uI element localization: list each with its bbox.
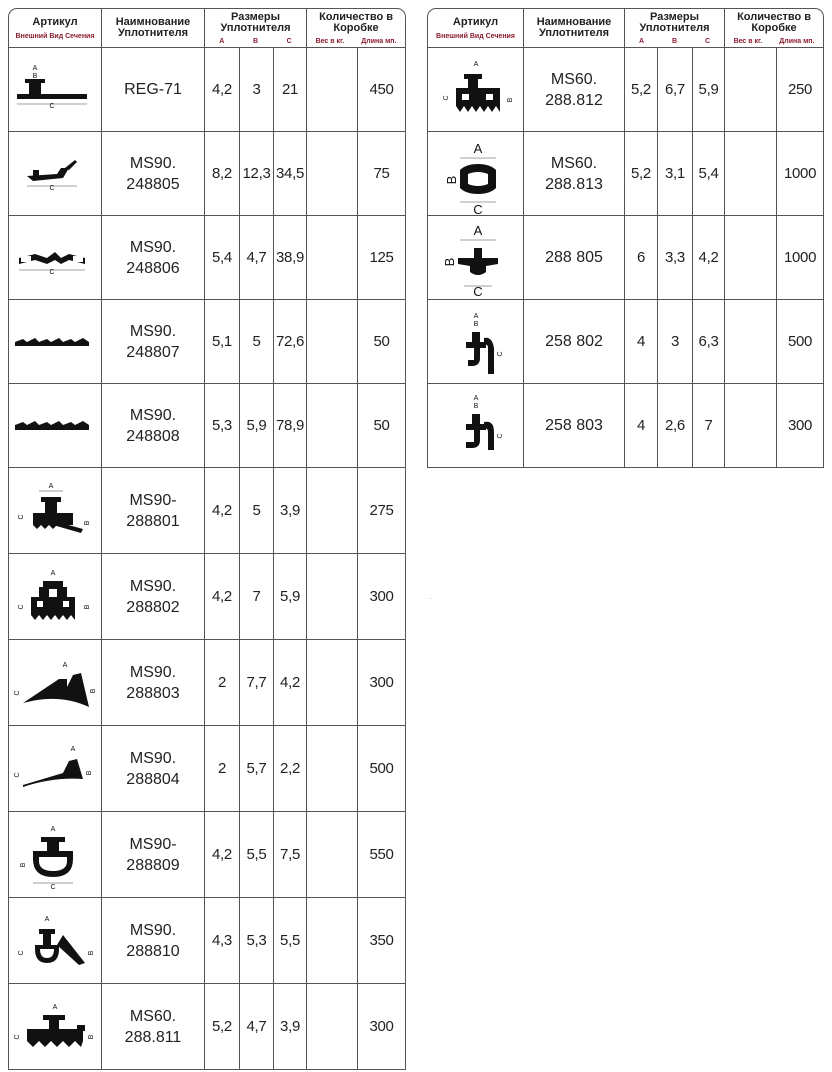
header-quantity bbox=[307, 8, 406, 48]
header-section-view-label: Внешний Вид Сечения bbox=[15, 32, 95, 40]
profile-248806-icon bbox=[9, 218, 101, 298]
table-row bbox=[8, 48, 406, 132]
size-a: 5,2 bbox=[625, 132, 658, 216]
box-length: 300 bbox=[358, 554, 406, 640]
svg-text:A: A bbox=[70, 745, 76, 753]
profile-288809-icon bbox=[9, 815, 101, 895]
size-a: 8,2 bbox=[205, 132, 240, 216]
size-c: 5,9 bbox=[693, 48, 725, 132]
box-weight bbox=[307, 216, 358, 300]
profile-288802-icon bbox=[9, 557, 101, 637]
size-c: 5,5 bbox=[274, 898, 307, 984]
profile-248808-icon bbox=[9, 386, 101, 466]
size-c: 2,2 bbox=[274, 726, 307, 812]
size-b: 12,3 bbox=[240, 132, 274, 216]
svg-text:C: C bbox=[14, 771, 21, 778]
header-length: Длина мп. bbox=[361, 37, 397, 45]
size-a: 4 bbox=[625, 384, 658, 468]
svg-text:A: A bbox=[62, 661, 68, 669]
table-row bbox=[8, 132, 406, 216]
profile-258802-icon bbox=[430, 302, 522, 382]
profile-figure-cell bbox=[8, 216, 102, 300]
svg-text:A: A bbox=[473, 394, 478, 402]
svg-text:B: B bbox=[90, 688, 97, 693]
box-weight bbox=[725, 216, 777, 300]
svg-text:C: C bbox=[18, 603, 25, 610]
svg-text:B: B bbox=[84, 520, 91, 525]
size-b: 3 bbox=[658, 300, 693, 384]
header-quantity-label: Количество в Коробке bbox=[737, 10, 811, 34]
svg-text:C: C bbox=[472, 283, 483, 298]
size-b: 7 bbox=[240, 554, 274, 640]
header-sizes-label: Размеры Уплотнителя bbox=[639, 10, 710, 34]
box-weight bbox=[725, 48, 777, 132]
size-a: 4,2 bbox=[205, 468, 240, 554]
right-catalog-table bbox=[427, 8, 824, 468]
header-sizes-label: Размеры Уплотнителя bbox=[220, 10, 291, 34]
svg-text:C: C bbox=[442, 94, 450, 101]
table-row bbox=[8, 216, 406, 300]
size-a: 5,3 bbox=[205, 384, 240, 468]
svg-text:B: B bbox=[88, 1034, 95, 1039]
profile-248807-icon bbox=[9, 302, 101, 382]
header-quantity bbox=[725, 8, 824, 48]
header-sizes bbox=[625, 8, 725, 48]
product-name: MS90. 288802 bbox=[102, 554, 205, 640]
box-length: 1000 bbox=[777, 132, 824, 216]
size-c: 6,3 bbox=[693, 300, 725, 384]
table-row bbox=[8, 640, 406, 726]
product-name: MS90. 248805 bbox=[102, 132, 205, 216]
table-row bbox=[8, 898, 406, 984]
box-length: 450 bbox=[358, 48, 406, 132]
size-c: 7,5 bbox=[274, 812, 307, 898]
header-length: Длина мп. bbox=[779, 37, 815, 45]
profile-248805-icon bbox=[9, 134, 101, 214]
profile-288811-icon bbox=[9, 987, 101, 1067]
size-b: 5,5 bbox=[240, 812, 274, 898]
size-c: 5,9 bbox=[274, 554, 307, 640]
box-length: 50 bbox=[358, 300, 406, 384]
box-weight bbox=[725, 300, 777, 384]
svg-text:C: C bbox=[50, 883, 56, 891]
size-b: 7,7 bbox=[240, 640, 274, 726]
size-c: 5,4 bbox=[693, 132, 725, 216]
box-weight bbox=[307, 898, 358, 984]
product-name: 288 805 bbox=[524, 216, 625, 300]
product-name: 258 802 bbox=[524, 300, 625, 384]
header-name-label: Наимнование Уплотнителя bbox=[536, 16, 612, 39]
box-weight bbox=[725, 384, 777, 468]
product-name: MS90. 288810 bbox=[102, 898, 205, 984]
box-length: 50 bbox=[358, 384, 406, 468]
profile-figure-cell bbox=[427, 384, 524, 468]
profile-figure-cell bbox=[8, 48, 102, 132]
box-weight bbox=[307, 984, 358, 1070]
header-size-c: C bbox=[286, 37, 292, 45]
size-c: 21 bbox=[274, 48, 307, 132]
table-row bbox=[427, 300, 824, 384]
size-c: 3,9 bbox=[274, 468, 307, 554]
svg-text:A: A bbox=[44, 915, 50, 923]
profile-figure-cell bbox=[8, 726, 102, 812]
size-b: 5 bbox=[240, 300, 274, 384]
size-c: 78,9 bbox=[274, 384, 307, 468]
svg-text:B: B bbox=[506, 97, 514, 102]
profile-figure-cell bbox=[427, 300, 524, 384]
svg-text:A: A bbox=[32, 64, 38, 72]
box-length: 125 bbox=[358, 216, 406, 300]
size-b: 5,7 bbox=[240, 726, 274, 812]
size-c: 7 bbox=[693, 384, 725, 468]
box-weight bbox=[307, 726, 358, 812]
header-name bbox=[102, 8, 205, 48]
svg-text:C: C bbox=[49, 184, 55, 192]
profile-figure-cell bbox=[427, 132, 524, 216]
profile-258803-icon bbox=[430, 386, 522, 466]
size-b: 4,7 bbox=[240, 984, 274, 1070]
size-c: 34,5 bbox=[274, 132, 307, 216]
size-c: 4,2 bbox=[274, 640, 307, 726]
svg-text:A: A bbox=[473, 60, 478, 68]
profile-figure-cell bbox=[427, 48, 524, 132]
header-size-b: B bbox=[252, 37, 259, 45]
product-name: REG-71 bbox=[102, 48, 205, 132]
profile-288812-icon bbox=[430, 50, 522, 130]
svg-text:C: C bbox=[18, 513, 25, 520]
box-length: 300 bbox=[777, 384, 824, 468]
size-b: 5,3 bbox=[240, 898, 274, 984]
box-length: 550 bbox=[358, 812, 406, 898]
product-name: MS90. 248807 bbox=[102, 300, 205, 384]
box-length: 500 bbox=[777, 300, 824, 384]
box-weight bbox=[725, 132, 777, 216]
box-length: 500 bbox=[358, 726, 406, 812]
header-article-label: Артикул bbox=[32, 15, 78, 28]
box-length: 250 bbox=[777, 48, 824, 132]
box-weight bbox=[307, 812, 358, 898]
svg-text:C: C bbox=[14, 689, 21, 696]
product-name: MS90. 288803 bbox=[102, 640, 205, 726]
box-length: 300 bbox=[358, 640, 406, 726]
table-row bbox=[8, 554, 406, 640]
svg-text:C: C bbox=[18, 949, 25, 956]
box-length: 75 bbox=[358, 132, 406, 216]
box-length: 350 bbox=[358, 898, 406, 984]
box-weight bbox=[307, 300, 358, 384]
size-a: 5,2 bbox=[625, 48, 658, 132]
size-b: 3,3 bbox=[658, 216, 693, 300]
product-name: MS90. 248806 bbox=[102, 216, 205, 300]
table-row bbox=[8, 468, 406, 554]
svg-text:A: A bbox=[473, 312, 478, 320]
size-b: 5,9 bbox=[240, 384, 274, 468]
size-b: 2,6 bbox=[658, 384, 693, 468]
svg-text:B: B bbox=[473, 402, 478, 410]
size-a: 4,3 bbox=[205, 898, 240, 984]
product-name: MS90- 288801 bbox=[102, 468, 205, 554]
size-a: 4,2 bbox=[205, 554, 240, 640]
size-a: 6 bbox=[625, 216, 658, 300]
svg-text:C: C bbox=[496, 432, 504, 439]
table-row bbox=[427, 384, 824, 468]
box-weight bbox=[307, 48, 358, 132]
product-name: MS60. 288.812 bbox=[524, 48, 625, 132]
product-name: 258 803 bbox=[524, 384, 625, 468]
size-a: 2 bbox=[205, 640, 240, 726]
product-name: MS90- 288809 bbox=[102, 812, 205, 898]
profile-figure-cell bbox=[8, 468, 102, 554]
svg-text:A: A bbox=[473, 140, 482, 156]
profile-figure-cell bbox=[8, 898, 102, 984]
size-a: 4,2 bbox=[205, 812, 240, 898]
box-weight bbox=[307, 384, 358, 468]
size-c: 4,2 bbox=[693, 216, 725, 300]
profile-288803-icon bbox=[9, 643, 101, 723]
svg-text:C: C bbox=[49, 102, 55, 110]
size-c: 38,9 bbox=[274, 216, 307, 300]
size-a: 5,2 bbox=[205, 984, 240, 1070]
profile-288813-icon bbox=[430, 134, 522, 214]
product-name: MS90. 288804 bbox=[102, 726, 205, 812]
size-b: 3 bbox=[240, 48, 274, 132]
svg-text:B: B bbox=[443, 175, 459, 184]
svg-text:B: B bbox=[86, 770, 93, 775]
box-weight bbox=[307, 468, 358, 554]
svg-text:A: A bbox=[50, 825, 56, 833]
table-row bbox=[8, 812, 406, 898]
svg-text:C: C bbox=[49, 268, 55, 276]
table-row bbox=[8, 726, 406, 812]
size-a: 5,4 bbox=[205, 216, 240, 300]
header-weight: Вес в кг. bbox=[315, 37, 345, 45]
size-c: 3,9 bbox=[274, 984, 307, 1070]
header-sizes bbox=[205, 8, 307, 48]
box-weight bbox=[307, 640, 358, 726]
profile-figure-cell bbox=[8, 300, 102, 384]
table-row bbox=[8, 384, 406, 468]
profile-reg71-icon bbox=[9, 50, 101, 130]
size-b: 5 bbox=[240, 468, 274, 554]
header-section-view-label: Внешний Вид Сечения bbox=[436, 32, 515, 40]
table-row bbox=[427, 48, 824, 132]
size-c: 72,6 bbox=[274, 300, 307, 384]
header-article bbox=[8, 8, 102, 48]
stray-dot bbox=[430, 598, 431, 599]
profile-figure-cell bbox=[8, 812, 102, 898]
profile-figure-cell bbox=[427, 216, 524, 300]
profile-288805-icon bbox=[430, 218, 522, 298]
header-size-a: A bbox=[638, 37, 645, 45]
svg-text:C: C bbox=[14, 1033, 21, 1040]
svg-text:C: C bbox=[472, 201, 483, 214]
table-row bbox=[427, 132, 824, 216]
size-a: 4 bbox=[625, 300, 658, 384]
header-size-c: C bbox=[704, 37, 711, 45]
box-weight bbox=[307, 554, 358, 640]
profile-288810-icon bbox=[9, 901, 101, 981]
left-catalog-table bbox=[8, 8, 406, 1070]
size-a: 4,2 bbox=[205, 48, 240, 132]
header-size-a: A bbox=[219, 37, 225, 45]
size-b: 4,7 bbox=[240, 216, 274, 300]
header-article-label: Артикул bbox=[452, 15, 499, 28]
svg-text:B: B bbox=[473, 320, 478, 328]
table-row bbox=[8, 300, 406, 384]
profile-figure-cell bbox=[8, 132, 102, 216]
table-row bbox=[427, 216, 824, 300]
box-length: 275 bbox=[358, 468, 406, 554]
svg-text:A: A bbox=[50, 569, 56, 577]
svg-text:A: A bbox=[52, 1003, 58, 1011]
size-a: 5,1 bbox=[205, 300, 240, 384]
box-length: 1000 bbox=[777, 216, 824, 300]
header-size-b: B bbox=[671, 37, 678, 45]
box-length: 300 bbox=[358, 984, 406, 1070]
size-a: 2 bbox=[205, 726, 240, 812]
header-article bbox=[427, 8, 524, 48]
svg-text:B: B bbox=[88, 950, 95, 955]
header-name bbox=[524, 8, 625, 48]
svg-text:C: C bbox=[496, 350, 504, 357]
header-quantity-label: Количество в Коробке bbox=[319, 10, 393, 34]
svg-text:A: A bbox=[473, 222, 482, 238]
svg-text:A: A bbox=[48, 482, 54, 490]
svg-text:B: B bbox=[20, 862, 27, 867]
profile-figure-cell bbox=[8, 384, 102, 468]
profile-288804-icon bbox=[9, 729, 101, 809]
size-b: 6,7 bbox=[658, 48, 693, 132]
profile-figure-cell bbox=[8, 554, 102, 640]
svg-text:B: B bbox=[32, 72, 38, 80]
table-row bbox=[8, 984, 406, 1070]
product-name: MS60. 288.811 bbox=[102, 984, 205, 1070]
profile-288801-icon bbox=[9, 471, 101, 551]
profile-figure-cell bbox=[8, 640, 102, 726]
header-name-label: Наимнование Уплотнителя bbox=[115, 16, 191, 39]
svg-text:B: B bbox=[84, 604, 91, 609]
profile-figure-cell bbox=[8, 984, 102, 1070]
size-b: 3,1 bbox=[658, 132, 693, 216]
header-weight: Вес в кг. bbox=[733, 37, 763, 45]
svg-text:B: B bbox=[441, 257, 457, 266]
product-name: MS60. 288.813 bbox=[524, 132, 625, 216]
product-name: MS90. 248808 bbox=[102, 384, 205, 468]
box-weight bbox=[307, 132, 358, 216]
